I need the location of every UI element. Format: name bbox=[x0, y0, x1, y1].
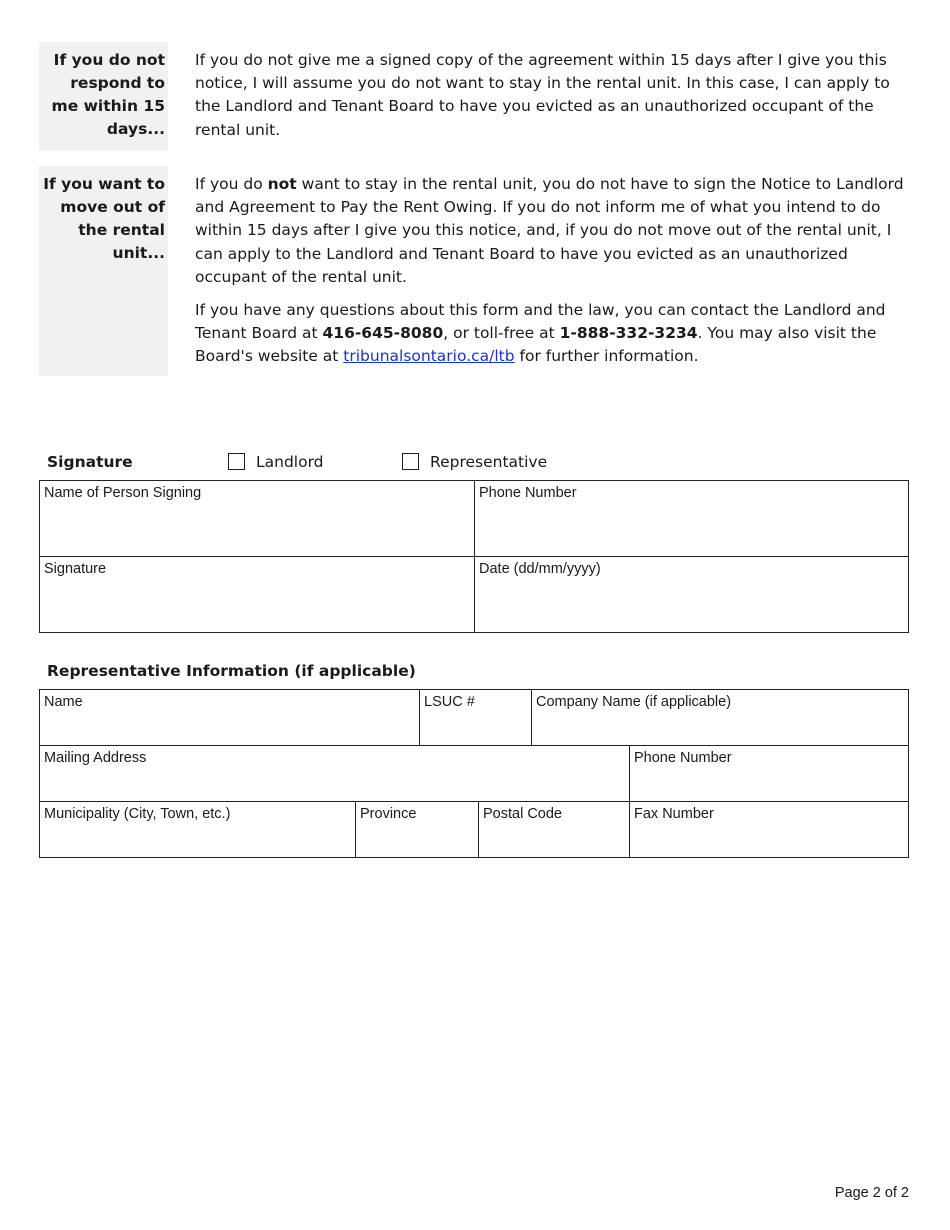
signature-table bbox=[39, 480, 909, 633]
rep-mailing-address-field[interactable]: Mailing Address bbox=[40, 745, 630, 801]
representative-table bbox=[39, 689, 909, 858]
rep-fax-field[interactable]: Fax Number bbox=[629, 801, 908, 857]
signature-field[interactable]: Signature bbox=[40, 556, 474, 632]
landlord-checkbox-label: Landlord bbox=[256, 453, 324, 471]
rep-lsuc-field[interactable]: LSUC # bbox=[419, 690, 531, 746]
board-phone: 416-645-8080 bbox=[322, 324, 444, 343]
contact-paragraph: If you have any questions about this form and the law, you can contact the Landlord and Tenant Board at 416-645-8080, or toll-free at 1-888-332-3234. You may also visit the Board's website at tribunalsontario.ca/ltb for further information. bbox=[195, 301, 886, 366]
page-number: Page 2 of 2 bbox=[834, 1185, 909, 1201]
rep-company-field[interactable]: Company Name (if applicable) bbox=[531, 690, 908, 746]
signature-heading: Signature bbox=[47, 453, 133, 471]
board-tollfree: 1-888-332-3234 bbox=[559, 324, 698, 343]
representative-checkbox[interactable] bbox=[402, 453, 419, 470]
representative-heading: Representative Information (if applicable) bbox=[47, 662, 416, 680]
move-out-paragraph: If you do not want to stay in the rental unit, you do not have to sign the Notice to Landlord and Agreement to Pay the Rent Owing. If you do not inform me of what you intend to do within 15 days after I give you this notice, and, if you do not move out of the rental unit, I can apply to the Landlord and Tenant Board to have you evicted as an unauthorized occupant of the rental unit. bbox=[195, 175, 904, 286]
signer-phone-field[interactable]: Phone Number bbox=[474, 481, 908, 557]
rep-province-field[interactable]: Province bbox=[355, 801, 479, 857]
signature-date-field[interactable]: Date (dd/mm/yyyy) bbox=[474, 556, 908, 632]
no-response-section bbox=[39, 42, 909, 151]
rep-municipality-field[interactable]: Municipality (City, Town, etc.) bbox=[40, 801, 356, 857]
no-response-text: If you do not give me a signed copy of the agreement within 15 days after I give you this notice, I will assume you do not want to stay in the rental unit. In this case, I can apply to the Landlord and Tenant Board to have you evicted as an unauthorized occupant of the rental unit. bbox=[195, 51, 890, 139]
board-website-link[interactable]: tribunalsontario.ca/ltb bbox=[343, 347, 515, 366]
signature-role-row bbox=[39, 450, 909, 474]
landlord-checkbox[interactable] bbox=[228, 453, 245, 470]
name-of-person-signing-field[interactable]: Name of Person Signing bbox=[44, 485, 202, 501]
rep-phone-field[interactable]: Phone Number bbox=[629, 745, 908, 801]
no-response-label: If you do not respond to me within 15 days... bbox=[39, 42, 168, 151]
representative-checkbox-label: Representative bbox=[430, 453, 548, 471]
move-out-label: If you want to move out of the rental unit... bbox=[39, 166, 168, 376]
rep-name-field[interactable]: Name bbox=[44, 694, 83, 710]
rep-postal-code-field[interactable]: Postal Code bbox=[478, 801, 630, 857]
move-out-section bbox=[39, 166, 909, 376]
